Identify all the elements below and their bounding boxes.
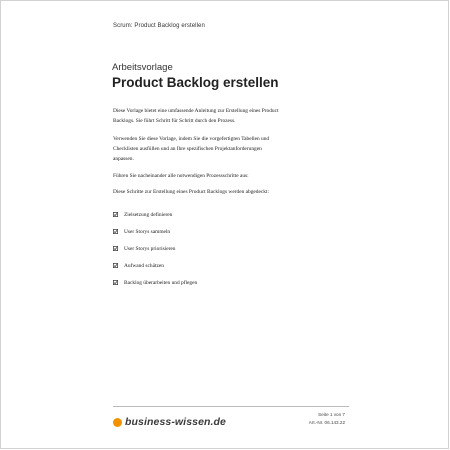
text-line: Diese Vorlage bietet eine umfassende Anleitung zur Erstellung eines Product [113, 108, 279, 114]
checklist-item [113, 257, 197, 274]
checklist-item-label: User Storys priorisieren [124, 245, 176, 252]
checklist-item-label: User Storys sammeln [124, 228, 171, 235]
publisher-logo [113, 416, 226, 428]
document-title: Product Backlog erstellen [112, 75, 279, 90]
checked-box-icon [113, 229, 118, 234]
checked-box-icon [113, 263, 118, 268]
footer-divider [113, 406, 349, 407]
coverage-paragraph [113, 188, 313, 198]
text-line: Diese Schritte zur Erstellung eines Product Backlogs werden abgedeckt: [113, 189, 269, 195]
checklist-item [113, 223, 197, 240]
article-number: Art.-Nr. 06.143.22 [308, 420, 345, 425]
checked-box-icon [113, 212, 118, 217]
checklist-item [113, 240, 197, 257]
footer-meta [309, 411, 345, 427]
text-line: Führen Sie nacheinander alle notwendigen Prozessschritte aus: [113, 173, 249, 179]
text-line: anpassen. [113, 155, 134, 162]
logo-dot-icon [113, 418, 122, 427]
page-number: Seite 1 von 7 [318, 412, 345, 417]
intro-paragraph [113, 107, 313, 127]
checklist-item-label: Aufwand schätzen [124, 262, 164, 269]
document-kicker: Arbeitsvorlage [112, 62, 173, 73]
text-line: Checklisten ausfüllen und an Ihre spezifischen Projektanforderungen [113, 145, 262, 152]
usage-paragraph [113, 135, 313, 164]
checked-box-icon [113, 280, 118, 285]
checklist-item-label: Backlog überarbeiten und pflegen [124, 279, 198, 286]
running-header: Scrum: Product Backlog erstellen [113, 23, 205, 29]
text-line: Backlogs. Sie führt Schritt für Schritt durch den Prozess. [113, 117, 236, 124]
text-line: Verwenden Sie diese Vorlage, indem Sie die vorgefertigten Tabellen und [113, 136, 270, 142]
checklist-item-label: Zielsetzung definieren [124, 211, 173, 218]
steps-paragraph [113, 172, 313, 182]
checklist-item [113, 206, 197, 223]
checked-box-icon [113, 246, 118, 251]
checklist-item [113, 274, 197, 291]
logo-text: business-wissen.de [125, 416, 227, 428]
step-checklist [113, 206, 197, 291]
